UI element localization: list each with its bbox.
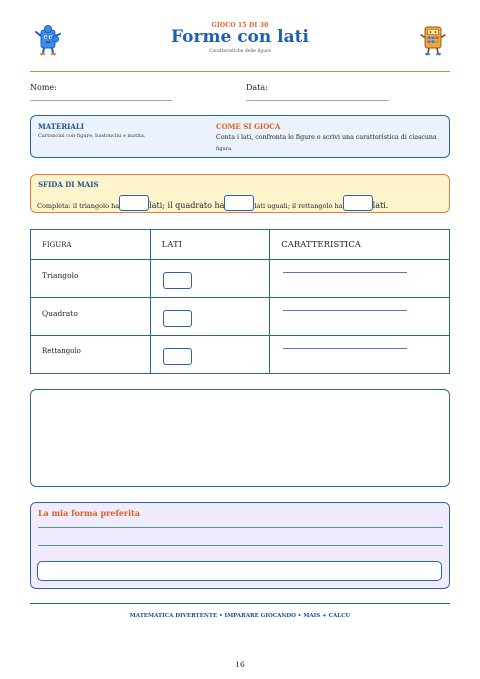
challenge-part-1: Completa: il triangolo ha	[37, 202, 120, 210]
table-row	[31, 260, 450, 298]
footer-divider	[30, 603, 450, 604]
figure-name-cell: Triangolo	[31, 260, 151, 298]
sides-answer-box[interactable]	[163, 348, 192, 365]
drawing-area[interactable]	[30, 389, 450, 487]
table-row	[31, 336, 450, 374]
name-field[interactable]	[30, 100, 172, 101]
page-number: 16	[235, 660, 245, 669]
sides-cell	[150, 298, 270, 336]
sides-cell	[150, 336, 270, 374]
challenge-part-3: lati uguali; il rettangolo ha	[254, 202, 343, 210]
date-field[interactable]	[246, 100, 389, 101]
howto-text	[216, 132, 446, 155]
feature-cell	[270, 298, 450, 336]
sides-answer-box[interactable]	[163, 272, 192, 289]
header-divider	[30, 71, 450, 72]
favorite-write-line[interactable]	[38, 545, 443, 546]
feature-write-line[interactable]	[283, 272, 407, 273]
howto-text-line2: figura.	[216, 146, 233, 152]
howto-text-line1: Conta i lati, confronta le figure e scrivi una caratteristica di ciascuna	[216, 134, 437, 141]
table-header-row	[31, 230, 450, 260]
favorite-answer-box[interactable]	[37, 561, 442, 581]
favorite-heading: La mia forma preferita	[38, 508, 141, 518]
challenge-sentence	[37, 193, 447, 213]
challenge-part-4: lati.	[372, 201, 389, 210]
favorite-shape-panel	[30, 502, 450, 589]
feature-cell	[270, 336, 450, 374]
sides-answer-box[interactable]	[163, 310, 192, 327]
shapes-table	[30, 229, 450, 374]
challenge-heading: SFIDA DI MAIS	[38, 180, 99, 189]
game-counter: GIOCO 15 DI 30	[211, 22, 269, 29]
name-label: Nome:	[30, 83, 57, 92]
column-header-caratteristica: CARATTERISTICA	[270, 230, 450, 260]
column-header-lati: LATI	[150, 230, 270, 260]
challenge-part-2: lati; il quadrato ha	[149, 201, 225, 210]
page-subtitle: Caratteristiche delle figure	[208, 49, 271, 54]
materials-text: Cartoncini con figure, bastoncini e matita.	[38, 133, 146, 139]
challenge-panel	[30, 174, 450, 213]
rectangle-sides-blank[interactable]	[343, 195, 373, 211]
instructions-panel	[30, 115, 450, 158]
materials-heading: MATERIALI	[38, 122, 85, 131]
sides-cell	[150, 260, 270, 298]
table-row	[31, 298, 450, 336]
footer-text: MATEMATICA DIVERTENTE • IMPARARE GIOCANDO • MAIS + CÀLCU	[129, 613, 351, 619]
square-sides-blank[interactable]	[224, 195, 254, 211]
page-title: Forme con lati	[171, 27, 309, 47]
feature-write-line[interactable]	[283, 310, 407, 311]
howto-heading: COME SI GIOCA	[216, 122, 281, 131]
figure-name-cell: Rettangolo	[31, 336, 151, 374]
feature-cell	[270, 260, 450, 298]
figure-name-cell: Quadrato	[31, 298, 151, 336]
favorite-write-line[interactable]	[38, 527, 443, 528]
feature-write-line[interactable]	[283, 348, 407, 349]
column-header-figura: FIGURA	[31, 230, 151, 260]
triangle-sides-blank[interactable]	[119, 195, 149, 211]
date-label: Data:	[246, 83, 268, 92]
